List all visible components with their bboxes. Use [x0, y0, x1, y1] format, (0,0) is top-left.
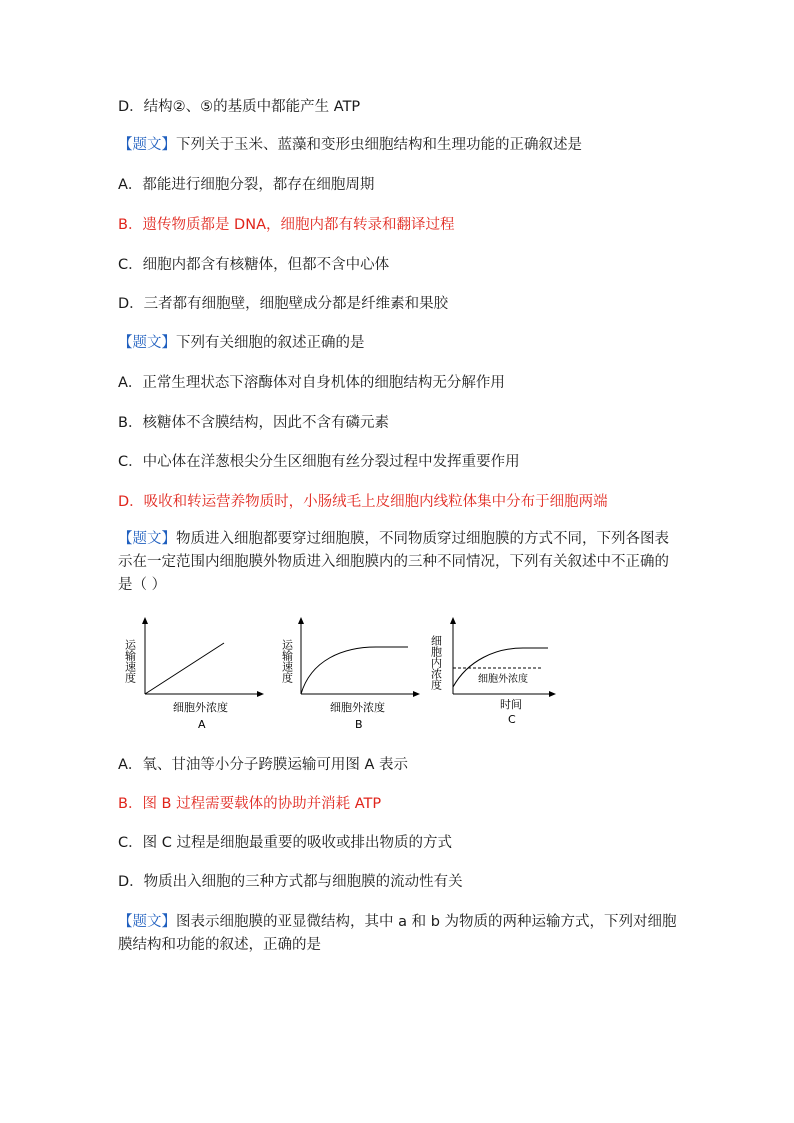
question-tag: 【题文】 — [118, 137, 176, 153]
question-tag: 【题文】 — [118, 335, 176, 351]
figure-b-xlabel: 细胞外浓度 — [330, 701, 385, 714]
q2-option-b-answer: B．遗传物质都是 DNA，细胞内都有转录和翻译过程 — [118, 217, 455, 233]
q4-stem — [118, 528, 678, 597]
figure-a-xlabel: 细胞外浓度 — [173, 701, 228, 714]
q2-stem — [118, 134, 582, 156]
transport-figures — [118, 615, 558, 745]
figure-b — [281, 617, 421, 731]
q2-option-c: C．细胞内都含有核糖体，但都不含中心体 — [118, 257, 390, 273]
question-tag: 【题文】 — [118, 914, 176, 930]
q5-stem — [118, 911, 678, 957]
q3-option-a: A．正常生理状态下溶酶体对自身机体的细胞结构无分解作用 — [118, 375, 505, 391]
figure-a — [124, 617, 265, 731]
figure-c-inner-label: 细胞外浓度 — [478, 674, 528, 685]
q2-option-a: A．都能进行细胞分裂，都存在细胞周期 — [118, 177, 375, 193]
figure-c-caption: C — [508, 713, 516, 726]
figure-b-ylabel: 运输速度 — [280, 639, 294, 683]
figure-a-ylabel: 运输速度 — [123, 639, 137, 683]
q3-option-b: B．核糖体不含膜结构，因此不含有磷元素 — [118, 415, 389, 431]
question-tag: 【题文】 — [118, 531, 176, 547]
q4-option-c: C．图 C 过程是细胞最重要的吸收或排出物质的方式 — [118, 835, 452, 851]
q5-stem-text: 图表示细胞膜的亚显微结构，其中 a 和 b 为物质的两种运输方式，下列对细胞膜结构和功能的叙述，正确的是 — [118, 914, 677, 953]
q3-stem-text: 下列有关细胞的叙述正确的是 — [176, 335, 365, 351]
q2-option-d: D．三者都有细胞壁，细胞壁成分都是纤维素和果胶 — [118, 296, 449, 312]
q3-option-d-answer: D．吸收和转运营养物质时，小肠绒毛上皮细胞内线粒体集中分布于细胞两端 — [118, 494, 608, 510]
figure-b-caption: B — [355, 718, 363, 731]
figure-c-xlabel: 时间 — [500, 698, 522, 711]
figure-c — [430, 617, 557, 726]
q1-option-d: D．结构②、⑤的基质中都能产生 ATP — [118, 99, 361, 115]
figure-c-ylabel: 细胞内浓度 — [429, 635, 443, 690]
q4-option-a: A．氧、甘油等小分子跨膜运输可用图 A 表示 — [118, 757, 409, 773]
q4-option-d: D．物质出入细胞的三种方式都与细胞膜的流动性有关 — [118, 874, 463, 890]
q4-option-b-answer: B．图 B 过程需要载体的协助并消耗 ATP — [118, 796, 382, 812]
q3-option-c: C．中心体在洋葱根尖分生区细胞有丝分裂过程中发挥重要作用 — [118, 454, 520, 470]
figure-a-caption: A — [198, 718, 206, 731]
q3-stem — [118, 332, 365, 354]
q4-stem-text: 物质进入细胞都要穿过细胞膜，不同物质穿过细胞膜的方式不同，下列各图表示在一定范围内细胞膜外物质进入细胞膜内的三种不同情况，下列有关叙述中不正确的是（ ） — [118, 531, 669, 593]
q2-stem-text: 下列关于玉米、蓝藻和变形虫细胞结构和生理功能的正确叙述是 — [176, 137, 582, 153]
